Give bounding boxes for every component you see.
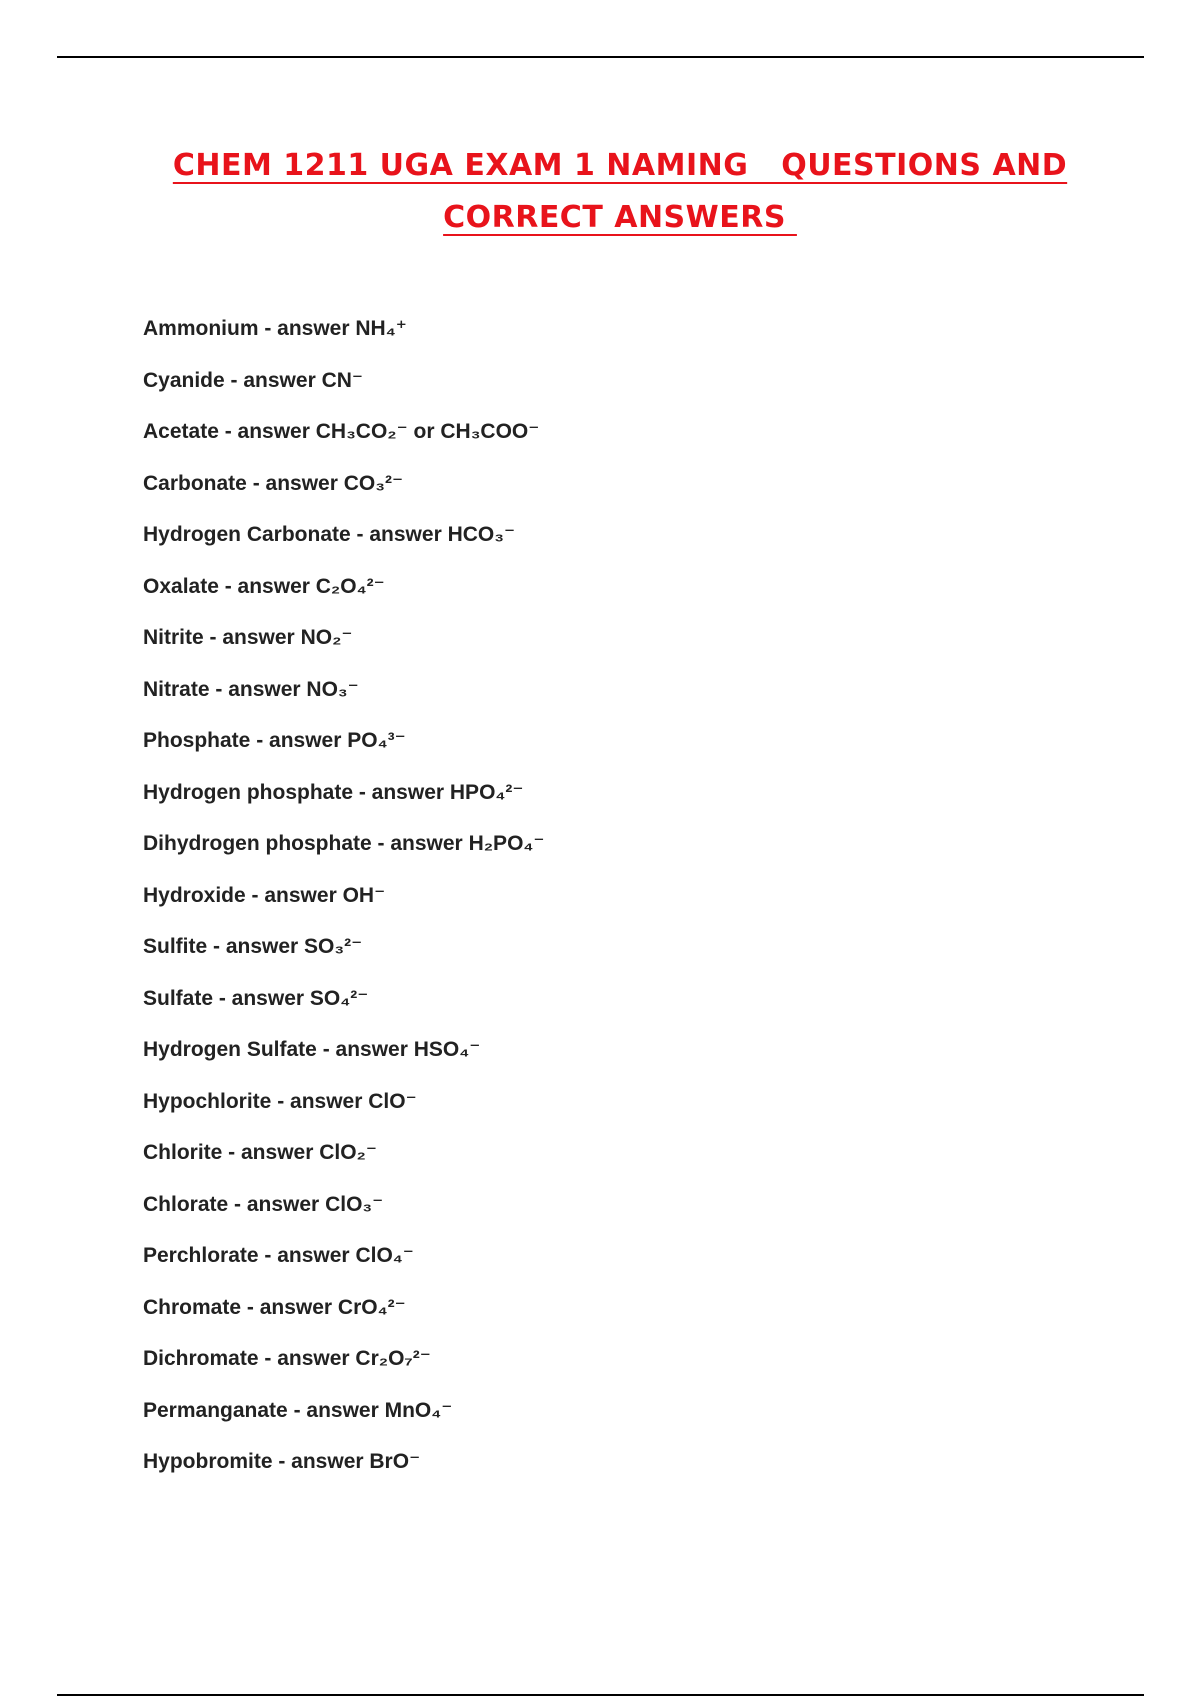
title-line-1: CHEM 1211 UGA EXAM 1 NAMING QUESTIONS AND (172, 148, 1068, 183)
qa-separator: - answer (246, 471, 344, 495)
qa-separator: - answer (222, 1141, 320, 1164)
qa-answer: NO₃⁻ (306, 677, 359, 701)
qa-item (143, 1342, 545, 1394)
qa-item (143, 1291, 545, 1343)
qa-term: Oxalate (143, 574, 219, 598)
qa-answer: HSO₄⁻ (413, 1038, 481, 1061)
qa-term: Chlorate (143, 1192, 229, 1216)
qa-separator: - answer (258, 1244, 356, 1267)
qa-answer: SO₄²⁻ (309, 986, 369, 1010)
qa-term: Sulfite (143, 935, 208, 958)
qa-separator: - answer (316, 1038, 414, 1061)
qa-item (143, 982, 545, 1034)
qa-item (143, 879, 545, 931)
qa-answer: ClO₄⁻ (355, 1244, 414, 1267)
qa-answer: ClO₃⁻ (325, 1192, 384, 1216)
qa-separator: - answer (203, 626, 301, 649)
qa-item (143, 1136, 545, 1188)
qa-term: Phosphate (143, 729, 251, 752)
qa-separator: - answer (250, 729, 348, 752)
qa-term: Hydroxide (143, 883, 246, 907)
qa-item (143, 1394, 545, 1446)
qa-term: Hypobromite (143, 1450, 273, 1473)
qa-separator: - answer (207, 935, 305, 958)
qa-answer: NH₄⁺ (355, 317, 407, 340)
qa-answer: H₂PO₄⁻ (468, 832, 545, 855)
qa-item (143, 415, 545, 467)
qa-separator: - answer (228, 1192, 326, 1216)
qa-term: Acetate (143, 420, 219, 443)
qa-answer: ClO⁻ (368, 1089, 417, 1113)
qa-item (143, 1033, 545, 1085)
qa-item (143, 724, 545, 776)
qa-term: Perchlorate (143, 1244, 259, 1267)
qa-term: Chromate (143, 1295, 242, 1319)
qa-separator: - answer (350, 523, 448, 546)
qa-answer: HCO₃⁻ (447, 523, 516, 546)
qa-separator: - answer (241, 1295, 338, 1319)
qa-term: Dichromate (143, 1347, 259, 1370)
qa-item (143, 673, 545, 725)
qa-item (143, 621, 545, 673)
qa-term: Hydrogen phosphate (143, 780, 354, 804)
qa-separator: - answer (209, 677, 307, 701)
qa-answer: CH₃CO₂⁻ or CH₃COO⁻ (315, 420, 540, 443)
qa-item (143, 312, 545, 364)
qa-answer: CN⁻ (321, 368, 363, 392)
qa-item (143, 364, 545, 416)
qa-term: Hypochlorite (143, 1089, 272, 1113)
qa-answer: OH⁻ (342, 883, 386, 907)
qa-answer: CrO₄²⁻ (337, 1295, 406, 1319)
qa-term: Carbonate (143, 471, 247, 495)
qa-answer: MnO₄⁻ (384, 1398, 453, 1422)
qa-separator: - answer (258, 317, 356, 340)
qa-answer: NO₂⁻ (300, 626, 353, 649)
qa-separator: - answer (271, 1089, 369, 1113)
qa-separator: - answer (224, 368, 322, 392)
qa-item (143, 467, 545, 519)
qa-answer: CO₃²⁻ (343, 471, 404, 495)
qa-term: Ammonium (143, 317, 259, 340)
qa-item (143, 1188, 545, 1240)
document-title (100, 140, 1140, 244)
qa-separator: - answer (218, 574, 316, 598)
qa-answer: SO₃²⁻ (304, 935, 363, 958)
qa-item (143, 1445, 545, 1497)
qa-separator: - answer (371, 832, 469, 855)
qa-answer: ClO₂⁻ (319, 1141, 377, 1164)
qa-separator: - answer (258, 1347, 356, 1370)
qa-term: Chlorite (143, 1141, 223, 1164)
qa-item (143, 1085, 545, 1137)
qa-answer: PO₄³⁻ (347, 729, 406, 752)
qa-separator: - answer (245, 883, 343, 907)
qa-term: Permanganate (143, 1398, 288, 1422)
qa-item (143, 827, 545, 879)
title-line-2: CORRECT ANSWERS (443, 200, 797, 235)
qa-term: Dihydrogen phosphate (143, 832, 372, 855)
qa-separator: - answer (218, 420, 316, 443)
qa-term: Sulfate (143, 986, 214, 1010)
bottom-rule (57, 1694, 1144, 1696)
qa-list (143, 312, 545, 1497)
qa-separator: - answer (353, 780, 450, 804)
qa-separator: - answer (213, 986, 310, 1010)
qa-term: Nitrite (143, 626, 204, 649)
qa-answer: HPO₄²⁻ (449, 780, 524, 804)
qa-item (143, 930, 545, 982)
qa-answer: BrO⁻ (369, 1450, 421, 1473)
top-rule (57, 56, 1144, 58)
qa-term: Cyanide (143, 368, 225, 392)
qa-item (143, 1239, 545, 1291)
qa-term: Nitrate (143, 677, 210, 701)
qa-separator: - answer (272, 1450, 370, 1473)
qa-answer: C₂O₄²⁻ (315, 574, 385, 598)
qa-item (143, 570, 545, 622)
qa-item (143, 776, 545, 828)
qa-term: Hydrogen Sulfate (143, 1038, 317, 1061)
qa-term: Hydrogen Carbonate (143, 523, 351, 546)
qa-answer: Cr₂O₇²⁻ (355, 1347, 431, 1370)
qa-separator: - answer (287, 1398, 385, 1422)
qa-item (143, 518, 545, 570)
